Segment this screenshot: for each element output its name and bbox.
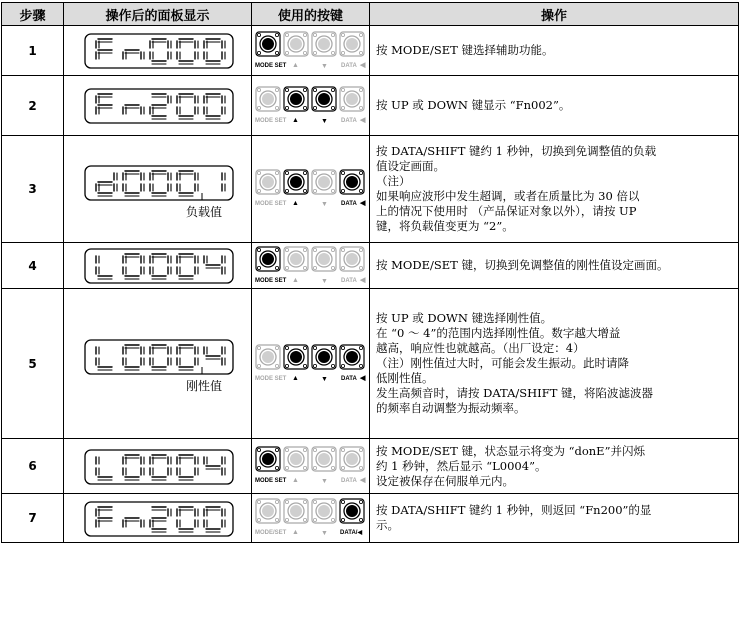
mode-set-key[interactable] (256, 32, 280, 56)
operation-line: 键，将负载值变更为 “2”。 (376, 219, 514, 233)
operation-line: 按 MODE/SET 键，切换到免调整值的刚性值设定画面。 (376, 258, 669, 272)
table-row (2, 136, 739, 243)
data-arrow-label: ◀ (360, 116, 366, 124)
operation-text (370, 439, 739, 494)
data-shift-key[interactable] (340, 32, 364, 56)
operation-line: （注）刚性值过大时，可能会发生振动。此时请降 (376, 356, 629, 370)
operation-line: 按 UP 或 DOWN 键显示 “Fn002”。 (376, 98, 571, 112)
seven-segment-display (84, 248, 234, 284)
data-label: DATA (341, 277, 357, 284)
operation-line: 越高，响应性也就越高。（出厂设定：4） (376, 341, 585, 355)
mode-set-key[interactable] (256, 447, 280, 471)
operation-line: 按 MODE/SET 键选择辅助功能。 (376, 43, 554, 57)
data-shift-key[interactable] (340, 345, 364, 369)
panel-keys (254, 343, 368, 385)
up-key[interactable] (284, 32, 308, 56)
table-row (2, 494, 739, 543)
data-label: DATA (341, 478, 357, 484)
mode-set-label: MODE SET (255, 117, 287, 124)
seven-segment-display (84, 165, 234, 201)
data-arrow-label: ◀ (360, 276, 366, 284)
mode-set-label: MODE SET (255, 277, 287, 284)
operation-line: 按 MODE/SET 键，状态显示将变为 “donE”并闪烁 (376, 443, 645, 458)
keys-cell (252, 494, 370, 543)
up-label: ▲ (292, 374, 299, 382)
operation-line: 按 DATA/SHIFT 键约 1 秒钟，切换到免调整值的负载 (376, 144, 657, 158)
operation-line: 值设定画面。 (376, 159, 445, 173)
operation-line: 约 1 秒钟，然后显示 “L0004”。 (376, 458, 547, 473)
down-label: ▼ (321, 117, 328, 125)
data-arrow-label: ◀ (360, 477, 366, 484)
up-label: ▲ (292, 477, 299, 484)
mode-set-key[interactable] (256, 345, 280, 369)
up-label: ▲ (292, 116, 299, 124)
data-shift-key[interactable] (340, 447, 364, 471)
keys-cell (252, 243, 370, 289)
panel-display-cell (64, 76, 252, 136)
panel-keys (254, 168, 368, 210)
mode-set-key[interactable] (256, 87, 280, 111)
mode-set-label: MODE SET (255, 375, 287, 382)
operation-line: 低刚性值。 (376, 371, 434, 385)
data-label: DATA (341, 375, 357, 382)
header-display: 操作后的面板显示 (64, 3, 252, 26)
header-keys: 使用的按键 (252, 3, 370, 26)
mode-set-label: MODE SET (255, 62, 287, 69)
panel-display-cell (64, 243, 252, 289)
up-label: ▲ (292, 200, 299, 207)
up-label: ▲ (292, 276, 299, 284)
operation-line: 按 UP 或 DOWN 键选择刚性值。 (376, 311, 553, 325)
operation-line: 发生高频音时，请按 DATA/SHIFT 键，将陷波滤波器 (376, 386, 654, 400)
table-row (2, 243, 739, 289)
seven-segment-display (84, 449, 234, 485)
mode-set-label: MODE SET (255, 201, 287, 207)
down-label: ▼ (321, 530, 328, 537)
display-caption: 负载值 (186, 205, 223, 219)
up-key[interactable] (284, 170, 308, 194)
operation-line: 设定被保存在伺服单元内。 (376, 473, 514, 488)
down-key[interactable] (312, 87, 336, 111)
mode-set-key[interactable] (256, 499, 280, 523)
operation-line: 的频率自动调整为振动频率。 (376, 401, 526, 415)
operation-text (370, 76, 739, 136)
mode-set-key[interactable] (256, 170, 280, 194)
up-key[interactable] (284, 499, 308, 523)
up-label: ▲ (292, 529, 299, 536)
up-key[interactable] (284, 87, 308, 111)
up-key[interactable] (284, 345, 308, 369)
header-step: 步骤 (2, 3, 64, 26)
step-number: 7 (2, 494, 64, 543)
down-key[interactable] (312, 499, 336, 523)
table-header-row (2, 3, 739, 26)
down-key[interactable] (312, 247, 336, 271)
operation-text (370, 243, 739, 289)
table-row (2, 439, 739, 494)
table-row (2, 76, 739, 136)
step-number: 3 (2, 136, 64, 243)
down-label: ▼ (321, 277, 328, 285)
data-label: DATA (341, 62, 357, 69)
down-label: ▼ (321, 201, 328, 208)
data-shift-key[interactable] (340, 247, 364, 271)
step-number: 2 (2, 76, 64, 136)
operation-text (370, 136, 739, 243)
down-key[interactable] (312, 345, 336, 369)
seven-segment-display (84, 339, 234, 375)
operation-line: （注） (376, 174, 411, 188)
display-caption: 刚性值 (186, 379, 223, 393)
keys-cell (252, 26, 370, 76)
panel-keys (254, 497, 368, 539)
data-arrow-label: ◀ (360, 374, 366, 382)
data-arrow-label: ◀ (360, 200, 366, 207)
keys-cell (252, 76, 370, 136)
keys-cell (252, 136, 370, 243)
operation-line: 上的情况下使用时 （产品保证对象以外），请按 UP (376, 204, 637, 218)
operation-line: 在 “0 ～ 4”的范围内选择刚性值。数字越大增益 (376, 326, 621, 340)
panel-display-cell (64, 439, 252, 494)
data-label: DATA (341, 117, 357, 124)
down-key[interactable] (312, 170, 336, 194)
up-key[interactable] (284, 247, 308, 271)
data-shift-key[interactable] (340, 87, 364, 111)
procedure-table (1, 2, 739, 543)
mode-set-label: MODE SET (255, 478, 287, 484)
seven-segment-display (84, 33, 234, 69)
panel-keys (254, 85, 368, 127)
panel-keys (254, 245, 368, 287)
operation-text (370, 289, 739, 439)
operation-line: 示。 (376, 518, 399, 532)
step-number: 5 (2, 289, 64, 439)
mode-set-key[interactable] (256, 247, 280, 271)
operation-line: 按 DATA/SHIFT 键约 1 秒钟，则返回 “Fn200”的显 (376, 503, 652, 517)
up-key[interactable] (284, 447, 308, 471)
down-key[interactable] (312, 32, 336, 56)
operation-text (370, 494, 739, 543)
data-shift-label: DATA/◀ (340, 530, 363, 536)
table-row (2, 26, 739, 76)
keys-cell (252, 289, 370, 439)
step-number: 1 (2, 26, 64, 76)
mode-set-label: MODE/SET (255, 530, 287, 536)
operation-text (370, 26, 739, 76)
down-label: ▼ (321, 375, 328, 383)
data-shift-key[interactable] (340, 170, 364, 194)
up-label: ▲ (292, 61, 299, 69)
operation-line: 如果响应波形中发生超调，或者在质量比为 30 倍以 (376, 189, 640, 203)
table-row (2, 289, 739, 439)
down-label: ▼ (321, 478, 328, 485)
panel-display-cell (64, 136, 252, 243)
keys-cell (252, 439, 370, 494)
panel-keys (254, 445, 368, 487)
panel-display-cell (64, 494, 252, 543)
header-operation: 操作 (370, 3, 739, 26)
down-key[interactable] (312, 447, 336, 471)
data-shift-key[interactable] (340, 499, 364, 523)
data-label: DATA (341, 201, 357, 207)
seven-segment-display (84, 501, 234, 537)
seven-segment-display (84, 88, 234, 124)
data-arrow-label: ◀ (360, 61, 366, 69)
panel-display-cell (64, 289, 252, 439)
down-label: ▼ (321, 62, 328, 70)
step-number: 6 (2, 439, 64, 494)
step-number: 4 (2, 243, 64, 289)
panel-display-cell (64, 26, 252, 76)
panel-keys (254, 30, 368, 72)
